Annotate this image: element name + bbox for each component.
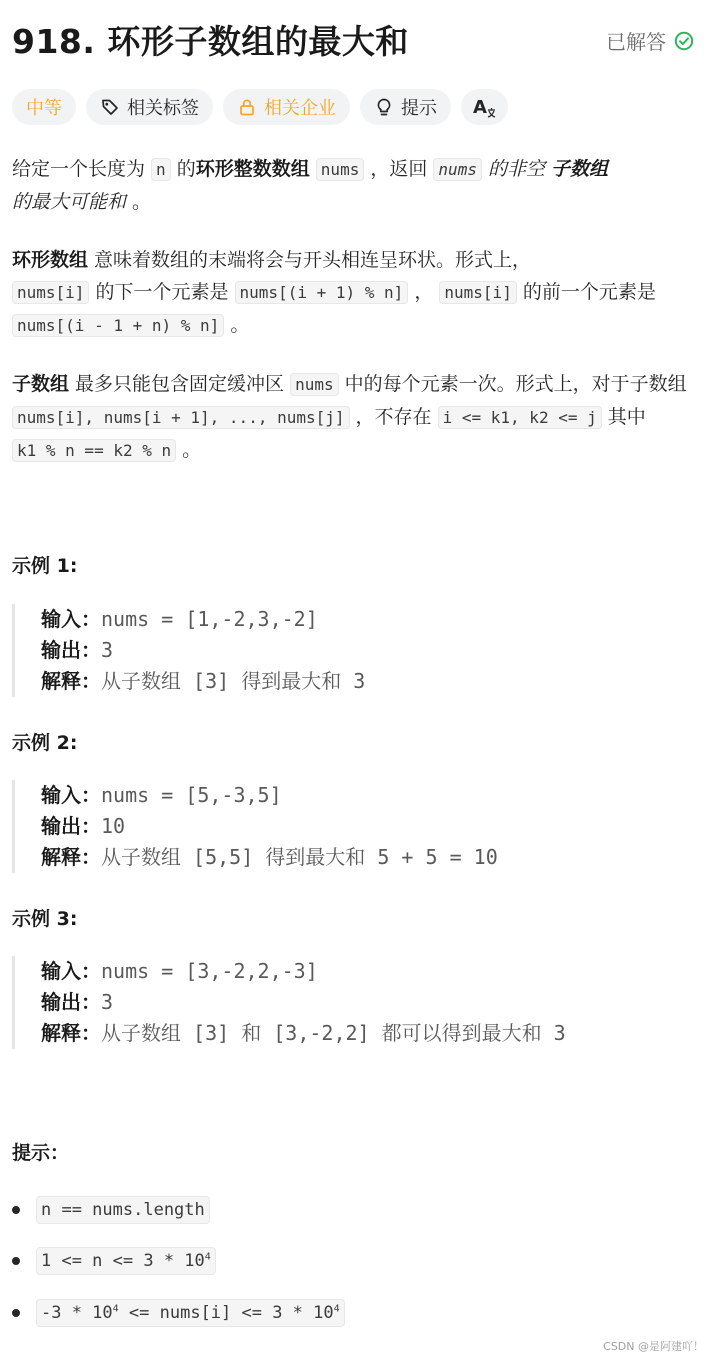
bold-term: 环形整数数组	[195, 158, 310, 180]
constraint-item	[12, 1247, 216, 1275]
constraints-title: 提示：	[12, 1142, 70, 1164]
related-companies-button[interactable]	[223, 89, 350, 125]
bullet-icon	[12, 1206, 20, 1214]
check-circle-icon	[674, 31, 694, 51]
inline-code: nums	[290, 373, 339, 396]
inline-code: $-3 * 10^4$ <= nums[i] <= $3 * 10^4$	[36, 1299, 345, 1327]
description-paragraph-2: 环形数组 意味着数组的末端将会与开头相连呈环状。形式上， nums[i] 的下一个元素是 nums[(i + 1) % n] ， nums[i] 的前一个元素是 nums[(i - 1 + n) % n] 。	[12, 249, 656, 336]
lightbulb-icon	[374, 97, 394, 117]
related-tags-label: 相关标签	[127, 98, 199, 119]
solved-label: 已解答	[606, 30, 666, 54]
bold-term: 子数组	[551, 158, 609, 180]
bullet-icon	[12, 1257, 20, 1265]
bold-term: 环形数组	[12, 249, 89, 271]
description-paragraph-3: 子数组 最多只能包含固定缓冲区 nums 中的每个元素一次。形式上，对于子数组 nums[i], nums[i + 1], ..., nums[j] ，不存在 i <= k1, k2 <= j 其中 k1 % n == k2 % n 。	[12, 373, 687, 461]
translate-icon: A	[473, 97, 496, 118]
related-tags-button[interactable]	[86, 89, 213, 125]
translate-glyph-icon	[487, 107, 496, 118]
description-paragraph-1: 给定一个长度为 n 的环形整数数组 nums ，返回 nums 的非空 子数组 的最大可能和 。	[12, 158, 609, 213]
example-3-block: 输入：nums = [3,-2,2,-3] 输出：3 解释：从子数组 [3] 和 [3,-2,2] 都可以得到最大和 3	[12, 956, 566, 1049]
tag-bar	[12, 89, 508, 125]
inline-code: nums[(i + 1) % n]	[235, 281, 409, 304]
translate-button[interactable]	[461, 89, 508, 125]
hint-label: 提示	[401, 98, 437, 119]
bold-term: 子数组	[12, 373, 70, 395]
inline-code: nums[i]	[439, 281, 516, 304]
watermark: CSDN @是阿建吖！	[603, 1340, 704, 1353]
solved-status	[606, 26, 694, 55]
example-2-title: 示例 2:	[12, 732, 78, 754]
tag-icon	[100, 97, 120, 117]
inline-code: nums[i], nums[i + 1], ..., nums[j]	[12, 406, 350, 429]
inline-code: nums	[316, 158, 365, 181]
inline-code: nums[i]	[12, 281, 89, 304]
example-1-title: 示例 1:	[12, 555, 78, 577]
example-2-block: 输入：nums = [5,-3,5] 输出：10 解释：从子数组 [5,5] 得到最大和 5 + 5 = 10	[12, 780, 498, 873]
inline-code: n == nums.length	[36, 1196, 210, 1224]
hint-button[interactable]	[360, 89, 451, 125]
page-title: 918. 环形子数组的最大和	[12, 22, 409, 61]
difficulty-badge	[12, 89, 76, 125]
bullet-icon	[12, 1309, 20, 1317]
inline-code: $1 <= n <= 3 * 10^4$	[36, 1247, 216, 1275]
inline-code: i <= k1, k2 <= j	[438, 406, 602, 429]
example-1-block: 输入：nums = [1,-2,3,-2] 输出：3 解释：从子数组 [3] 得到最大和 3	[12, 604, 365, 697]
constraint-item	[12, 1196, 210, 1224]
lock-icon	[237, 97, 257, 117]
inline-code: n	[151, 158, 171, 181]
constraint-item	[12, 1299, 345, 1327]
inline-code: nums	[433, 158, 482, 181]
related-companies-label: 相关企业	[264, 98, 336, 119]
example-3-title: 示例 3:	[12, 908, 78, 930]
difficulty-label: 中等	[26, 98, 62, 119]
inline-code: k1 % n == k2 % n	[12, 439, 176, 462]
inline-code: nums[(i - 1 + n) % n]	[12, 314, 224, 337]
